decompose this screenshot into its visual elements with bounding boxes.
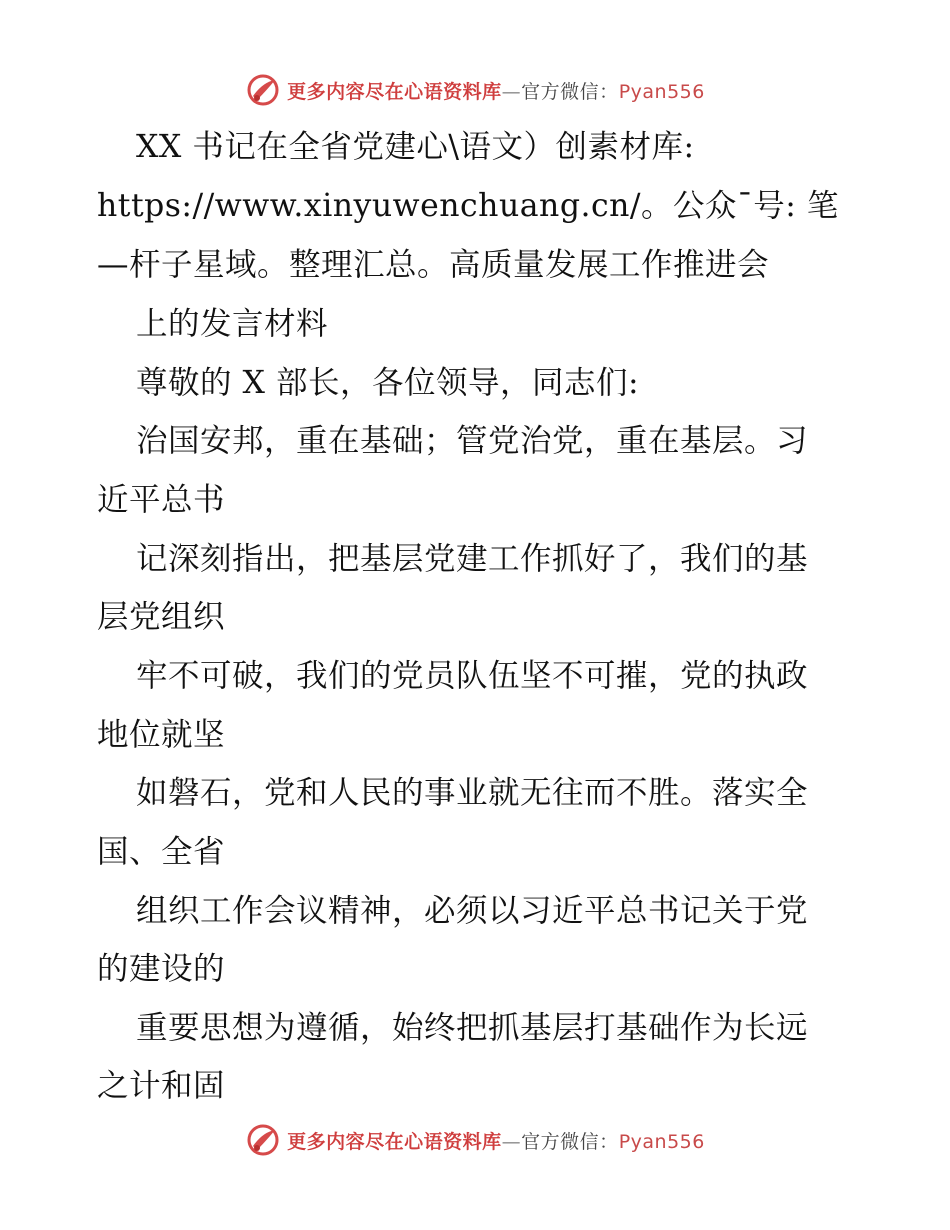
header-wechat-label: 官方微信： [521, 80, 619, 103]
doc-line: 治国安邦，重在基础；管党治党，重在基层。习 [136, 423, 809, 459]
brand-logo-icon [245, 1122, 281, 1158]
header-wechat-id: Pyan556 [618, 80, 705, 103]
footer-wechat-id: Pyan556 [618, 1130, 705, 1153]
doc-line: 国、全省 [97, 834, 226, 870]
footer-watermark [0, 1118, 950, 1162]
doc-line: https://www.xinyuwenchuang.cn/。公众¯号: 笔 [97, 188, 839, 224]
doc-line: 重要思想为遵循，始终把抓基层打基础作为长远 [136, 1010, 809, 1046]
footer-brand: 更多内容尽在心语资料库 [287, 1130, 502, 1153]
header-separator: — [501, 80, 522, 103]
doc-line: 组织工作会议精神，必须以习近平总书记关于党 [136, 893, 809, 929]
doc-line: 上的发言材料 [136, 306, 329, 342]
footer-separator: — [501, 1130, 522, 1153]
doc-line: 的建设的 [97, 951, 226, 987]
header-watermark [0, 68, 950, 112]
doc-line: —杆子星域。整理汇总。高质量发展工作推进会 [97, 247, 770, 283]
doc-line: 如磐石，党和人民的事业就无往而不胜。落实全 [136, 775, 809, 811]
doc-line: 地位就坚 [97, 717, 226, 753]
doc-line: XX 书记在全省党建心\语文）创素材库: [136, 129, 695, 165]
doc-line: 尊敬的 X 部长，各位领导，同志们: [136, 365, 640, 401]
header-brand: 更多内容尽在心语资料库 [287, 80, 502, 103]
doc-line: 近平总书 [97, 482, 226, 518]
footer-wechat-label: 官方微信： [521, 1130, 619, 1153]
doc-line: 层党组织 [97, 599, 226, 635]
footer-watermark-text [287, 1127, 705, 1154]
doc-line: 之计和固 [97, 1068, 226, 1104]
doc-line: 牢不可破，我们的党员队伍坚不可摧，党的执政 [136, 658, 809, 694]
doc-line: 记深刻指出，把基层党建工作抓好了，我们的基 [136, 541, 809, 577]
brand-logo-icon [245, 72, 281, 108]
header-watermark-text [287, 77, 705, 104]
